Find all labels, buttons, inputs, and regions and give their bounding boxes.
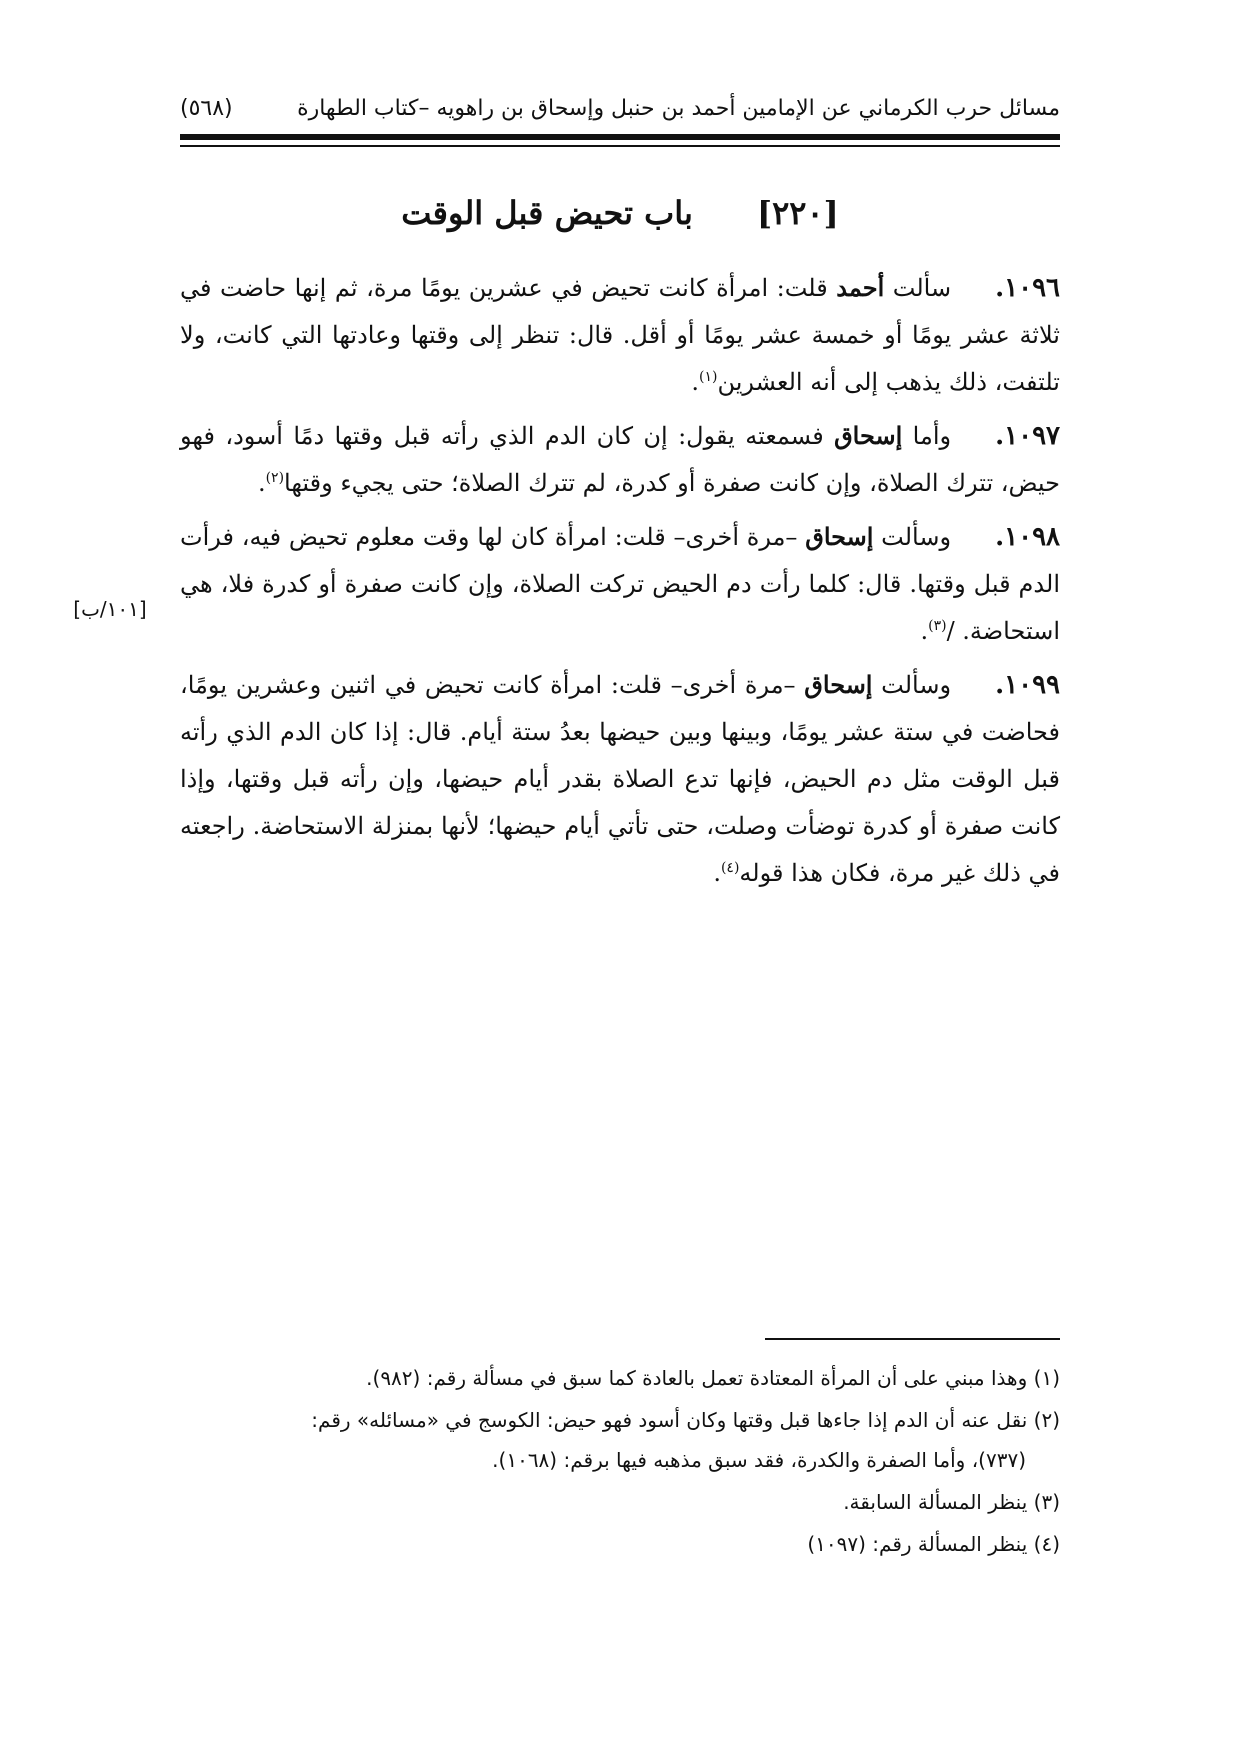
- issue-text-end: .: [691, 368, 699, 396]
- scholar-name: أحمد: [836, 273, 885, 302]
- issue-1097: [180, 412, 1060, 507]
- issue-text-end: .: [920, 617, 929, 645]
- chapter-title: باب تحيض قبل الوقت: [401, 194, 693, 232]
- issue-text: [180, 422, 1060, 497]
- chapter-heading: [180, 188, 1060, 238]
- issue-text-lead: وسألت: [872, 671, 952, 699]
- issue-text-lead: سألت: [884, 274, 952, 302]
- footnote-number: (١): [1033, 1366, 1060, 1390]
- chapter-number: [٢٢٠]: [756, 194, 839, 232]
- issue-1098: [180, 513, 1060, 655]
- footnote-number: (٤): [1033, 1532, 1060, 1556]
- issue-number: ١٠٩٧.: [995, 421, 1060, 451]
- issue-text-lead: وسألت: [873, 523, 952, 551]
- page-number: (٥٦٨): [180, 95, 233, 121]
- footnote-ref[interactable]: (٢): [265, 470, 285, 486]
- scholar-name: إسحاق: [804, 670, 873, 699]
- issue-text: [180, 671, 1060, 887]
- issue-text: [180, 274, 1060, 396]
- issue-number: ١٠٩٩.: [995, 670, 1060, 700]
- header-title: مسائل حرب الكرماني عن الإمامين أحمد بن حنبل وإسحاق بن راهويه –كتاب الطهارة: [297, 95, 1060, 121]
- running-header: [180, 86, 1060, 130]
- issue-text: [180, 523, 1060, 645]
- issue-text-body: فسمعته يقول: إن كان الدم الذي رأته قبل وقتها دمًا أسود، فهو حيض، تترك الصلاة، وإن كانت صفرة أو كدرة، لم تترك الصلاة؛ حتى يجيء وقتها: [180, 422, 1060, 497]
- footnote-ref[interactable]: (١): [698, 369, 718, 385]
- issue-text-body: –مرة أخرى– قلت: امرأة كان لها وقت معلوم تحيض فيه، فرأت الدم قبل وقتها. قال: كلما رأت دم الحيض تركت الصلاة، وإن كانت صفرة أو كدرة فلا، هي استحاضة. /: [180, 523, 1060, 645]
- footnote-ref[interactable]: (٣): [928, 618, 947, 634]
- issue-number: ١٠٩٨.: [995, 522, 1060, 552]
- scholar-name: إسحاق: [805, 522, 874, 551]
- footnote-separator: [765, 1338, 1060, 1340]
- footnote-text: ينظر المسألة رقم: (١٠٩٧): [807, 1532, 1028, 1556]
- issue-1096: [180, 264, 1060, 406]
- issue-text-end: .: [713, 859, 721, 887]
- footnote-continuation: (٧٣٧)، وأما الصفرة والكدرة، فقد سبق مذهبه فيها برقم: (١٠٦٨).: [492, 1448, 1026, 1472]
- footnote-text: ينظر المسألة السابقة.: [843, 1490, 1028, 1514]
- header-rule-thin: [180, 145, 1060, 147]
- issue-text-body: قلت: امرأة كانت تحيض في عشرين يومًا مرة، ثم إنها حاضت في ثلاثة عشر يومًا أو خمسة عشر يومًا أو أقل. قال: تنظر إلى وقتها وعادتها التي كانت، ولا تلتفت، ذلك يذهب إلى أنه العشرين: [180, 274, 1060, 396]
- header-rule-thick: [180, 134, 1060, 140]
- footnote-ref[interactable]: (٤): [720, 860, 740, 876]
- issue-1099: [180, 661, 1060, 897]
- footnote-2: [180, 1400, 1060, 1480]
- footnote-text: نقل عنه أن الدم إذا جاءها قبل وقتها وكان أسود فهو حيض: الكوسج في «مسائله» رقم:: [311, 1408, 1028, 1432]
- main-text: [180, 264, 1060, 903]
- footnote-number: (٢): [1033, 1408, 1060, 1432]
- footnote-text: وهذا مبني على أن المرأة المعتادة تعمل بالعادة كما سبق في مسألة رقم: (٩٨٢).: [366, 1366, 1028, 1390]
- footnote-1: [180, 1358, 1060, 1398]
- issue-text-lead: وأما: [902, 422, 952, 450]
- footnote-number: (٣): [1033, 1490, 1060, 1514]
- scholar-name: إسحاق: [834, 421, 903, 450]
- footnote-3: [180, 1482, 1060, 1522]
- issue-number: ١٠٩٦.: [995, 273, 1061, 303]
- issue-text-end: .: [257, 469, 266, 497]
- manuscript-folio-note: [١٠١/ب]: [73, 597, 147, 621]
- footnote-4: [180, 1524, 1060, 1564]
- footnotes: [180, 1358, 1060, 1566]
- issue-text-body: –مرة أخرى– قلت: امرأة كانت تحيض في اثنين وعشرين يومًا، فحاضت في ستة عشر يومًا، وبينها وبين حيضها بعدُ ستة أيام. قال: إذا كان الدم الذي رأته قبل الوقت مثل دم الحيض، فإنها تدع الصلاة بقدر أيام حيضها، وإن رأته قبل وقتها، وإذا كانت صفرة أو كدرة توضأت وصلت، حتى تأتي أيام حيضها؛ لأنها بمنزلة الاستحاضة. راجعته في ذلك غير مرة، فكان هذا قوله: [180, 671, 1060, 887]
